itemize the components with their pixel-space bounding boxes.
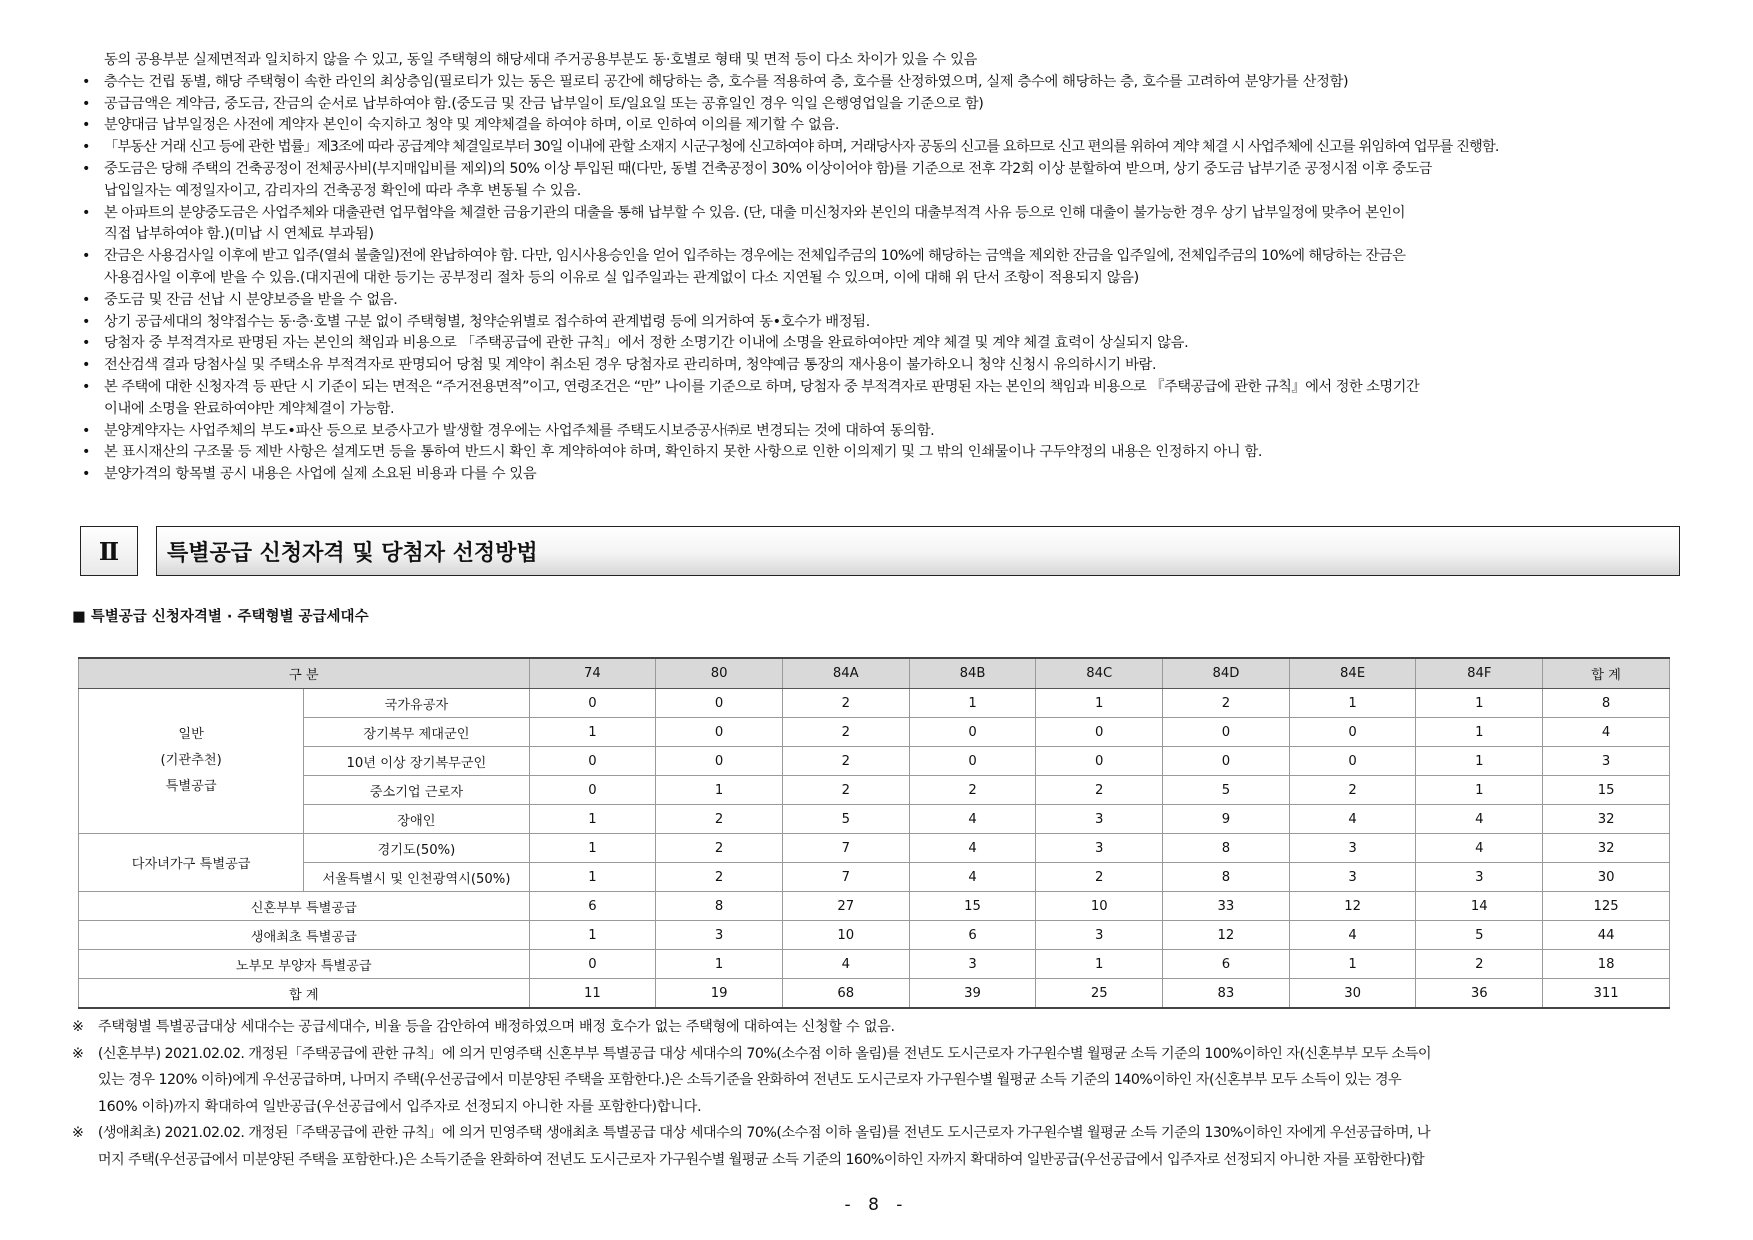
cell: 10	[782, 921, 909, 950]
cell: 33	[1163, 892, 1290, 921]
cell: 1	[1416, 718, 1543, 747]
cell: 12	[1163, 921, 1290, 950]
cell: 3	[1036, 921, 1163, 950]
cell: 4	[782, 950, 909, 979]
row-label: 중소기업 근로자	[304, 776, 529, 805]
bullet-icon: •	[82, 139, 91, 156]
row-label: 장애인	[304, 805, 529, 834]
cell-total: 30	[1543, 863, 1670, 892]
cell-total: 8	[1543, 689, 1670, 718]
cell: 1	[1289, 950, 1416, 979]
cell: 2	[782, 776, 909, 805]
cell: 0	[1163, 747, 1290, 776]
cell: 2	[782, 689, 909, 718]
row-label: 합 계	[79, 979, 530, 1009]
bullet-icon: •	[82, 248, 91, 265]
cell: 4	[909, 834, 1036, 863]
header-type: 84B	[909, 658, 1036, 689]
bullet-continuation: 동의 공용부분 실제면적과 일치하지 않을 수 있고, 동일 주택형의 해당세대 주거공용부분도 동·호별로 형태 및 면적 등이 다소 차이가 있을 수 있음	[104, 52, 978, 68]
bullet-continuation: 납입일자는 예정일자이고, 감리자의 건축공정 확인에 따라 추후 변동될 수 있음.	[104, 182, 581, 199]
cell: 0	[656, 718, 783, 747]
bullet-item: • 본 표시재산의 구조물 등 제반 사항은 설계도면 등을 통하여 반드시 확인 후 계약하여야 하며, 확인하지 못한 사항으로 인한 이의제기 및 그 밖의 인쇄물이나 구두약정의 내용은 인정하지 아니 함.	[82, 442, 1712, 464]
cell: 0	[1289, 718, 1416, 747]
cell: 1	[656, 776, 783, 805]
bullet-item: • 중도금 및 잔금 선납 시 분양보증을 받을 수 없음.	[82, 290, 1712, 312]
cell: 7	[782, 863, 909, 892]
bullet-item: • 본 주택에 대한 신청자격 등 판단 시 기준이 되는 면적은 “주거전용면적”이고, 연령조건은 “만” 나이를 기준으로 하며, 당첨자 중 부적격자로 판명된 자는 본인의 책임과 비용으로 『주택공급에 관한 규칙』에서 정한 소명기간	[82, 377, 1712, 399]
cell: 3	[1036, 834, 1163, 863]
cell: 4	[909, 863, 1036, 892]
cell: 39	[909, 979, 1036, 1009]
bullet-item: • 전산검색 결과 당첨사실 및 주택소유 부적격자로 판명되어 당첨 및 계약이 취소된 경우 당첨자로 관리하며, 청약예금 통장의 재사용이 불가하오니 청약 신청시 유의하시기 바람.	[82, 355, 1712, 377]
cell: 3	[1289, 834, 1416, 863]
cell: 2	[656, 805, 783, 834]
table-row	[79, 776, 1670, 805]
row-label: 노부모 부양자 특별공급	[79, 950, 530, 979]
footnote: ※ (생애최초) 2021.02.02. 개정된「주택공급에 관한 규칙」에 의거 민영주택 생애최초 특별공급 대상 세대수의 70%(소수점 이하 올림)를 전년도 도시근로자 가구원수별 월평균 소득 기준의 130%이하인 자에게 우선공급하며, 나	[72, 1120, 1702, 1147]
bullet-icon: •	[82, 291, 91, 308]
cell: 3	[1289, 863, 1416, 892]
cell-total: 32	[1543, 834, 1670, 863]
row-label: 국가유공자	[304, 689, 529, 718]
cell: 1	[529, 921, 656, 950]
footnote-continuation: 160% 이하)까지 확대하여 일반공급(우선공급에서 입주자로 선정되지 아니한 자를 포함한다)합니다.	[97, 1098, 702, 1115]
cell: 3	[656, 921, 783, 950]
cell: 19	[656, 979, 783, 1009]
header-type: 84C	[1036, 658, 1163, 689]
cell: 1	[1036, 689, 1163, 718]
cell: 2	[782, 747, 909, 776]
cell: 0	[529, 776, 656, 805]
cell: 83	[1163, 979, 1290, 1009]
bullet-icon: •	[82, 313, 91, 330]
header-type: 74	[529, 658, 656, 689]
header-type: 84F	[1416, 658, 1543, 689]
cell: 6	[529, 892, 656, 921]
section-title: 특별공급 신청자격 및 당첨자 선정방법	[156, 526, 1680, 576]
cell: 0	[529, 689, 656, 718]
cell-total: 311	[1543, 979, 1670, 1009]
cell: 2	[1036, 863, 1163, 892]
bullet-item: • 층수는 건립 동별, 해당 주택형이 속한 라인의 최상층임(필로티가 있는 동은 필로티 공간에 해당하는 층, 호수를 적용하여 층, 호수를 산정하였으며, 실제 층수에 해당하는 층, 호수를 고려하여 분양가를 산정함)	[82, 72, 1712, 94]
cell: 7	[782, 834, 909, 863]
header-type: 84A	[782, 658, 909, 689]
row-label: 경기도(50%)	[304, 834, 529, 863]
cell-total: 32	[1543, 805, 1670, 834]
bullet-item: • 본 아파트의 분양중도금은 사업주체와 대출관련 업무협약을 체결한 금융기관의 대출을 통해 납부할 수 있음. (단, 대출 미신청자와 본인의 대출부적격 사유 등으로 인해 대출이 불가능한 경우 상기 납부일정에 맞추어 본인이	[82, 203, 1712, 225]
cell: 4	[1289, 921, 1416, 950]
table-row	[79, 718, 1670, 747]
bullet-icon: •	[82, 95, 91, 112]
cell: 2	[909, 776, 1036, 805]
bullet-item: • 당첨자 중 부적격자로 판명된 자는 본인의 책임과 비용으로 「주택공급에 관한 규칙」에서 정한 소명기간 이내에 소명을 완료하여야만 계약 체결 및 계약 체결 효력이 상실되지 않음.	[82, 333, 1712, 355]
cell-total: 4	[1543, 718, 1670, 747]
cell: 0	[656, 747, 783, 776]
row-label: 신혼부부 특별공급	[79, 892, 530, 921]
cell: 0	[656, 689, 783, 718]
cell: 27	[782, 892, 909, 921]
cell: 1	[656, 950, 783, 979]
cell: 4	[909, 805, 1036, 834]
cell: 6	[909, 921, 1036, 950]
cell: 0	[529, 747, 656, 776]
cell: 5	[1163, 776, 1290, 805]
bullet-icon: •	[82, 73, 91, 90]
bullet-icon: •	[82, 378, 91, 395]
table-total-row	[79, 979, 1670, 1009]
cell-total: 18	[1543, 950, 1670, 979]
section-number: Ⅱ	[80, 526, 138, 576]
cell: 0	[909, 718, 1036, 747]
group-label-general: 일반 (기관추천) 특별공급	[79, 689, 304, 834]
bullet-item: • 상기 공급세대의 청약접수는 동·층·호별 구분 없이 주택형별, 청약순위별로 접수하여 관계법령 등에 의거하여 동•호수가 배정됨.	[82, 312, 1712, 334]
cell: 2	[656, 863, 783, 892]
cell: 2	[1163, 689, 1290, 718]
bullet-icon: •	[82, 422, 91, 439]
cell: 4	[1289, 805, 1416, 834]
cell: 3	[1416, 863, 1543, 892]
table-row	[79, 747, 1670, 776]
special-supply-table	[78, 657, 1670, 1009]
table-row	[79, 863, 1670, 892]
header-category: 구 분	[79, 658, 530, 689]
cell-total: 15	[1543, 776, 1670, 805]
footnotes	[72, 1014, 1712, 1173]
cell-total: 44	[1543, 921, 1670, 950]
cell: 36	[1416, 979, 1543, 1009]
bullet-continuation: 이내에 소명을 완료하여야만 계약체결이 가능함.	[104, 400, 395, 417]
cell: 8	[1163, 863, 1290, 892]
cell: 1	[1289, 689, 1416, 718]
cell: 1	[909, 689, 1036, 718]
cell: 1	[1036, 950, 1163, 979]
cell: 1	[529, 805, 656, 834]
bullet-item: • 중도금은 당해 주택의 건축공정이 전체공사비(부지매입비를 제외)의 50% 이상 투입된 때(다만, 동별 건축공정이 30% 이상이어야 함)를 기준으로 전후 각2회 이상 분할하여 받으며, 상기 중도금 납부기준 공정시점 이후 중도금	[82, 159, 1712, 181]
cell: 0	[1036, 718, 1163, 747]
cell: 68	[782, 979, 909, 1009]
table-row	[79, 689, 1670, 718]
table-header-row	[79, 658, 1670, 689]
cell: 2	[656, 834, 783, 863]
bullet-continuation: 사용검사일 이후에 받을 수 있음.(대지권에 대한 등기는 공부정리 절차 등의 이유로 실 입주일과는 관계없이 다소 지연될 수 있으며, 이에 대해 위 단서 조항이 적용되지 않음)	[104, 269, 1139, 286]
cell: 0	[1289, 747, 1416, 776]
cell: 1	[1416, 689, 1543, 718]
cell-total: 125	[1543, 892, 1670, 921]
header-type: 80	[656, 658, 783, 689]
note-mark: ※	[72, 1045, 84, 1062]
header-total: 합 계	[1543, 658, 1670, 689]
cell: 1	[1416, 776, 1543, 805]
footnote: ※ (신혼부부) 2021.02.02. 개정된「주택공급에 관한 규칙」에 의거 민영주택 신혼부부 특별공급 대상 세대수의 70%(소수점 이하 올림)를 전년도 도시근로자 가구원수별 월평균 소득 기준의 100%이하인 자(신혼부부 모두 소득이	[72, 1041, 1702, 1068]
bullet-icon: •	[82, 357, 91, 374]
header-type: 84E	[1289, 658, 1416, 689]
cell: 2	[782, 718, 909, 747]
row-label: 생애최초 특별공급	[79, 921, 530, 950]
cell: 4	[1416, 834, 1543, 863]
cell: 5	[1416, 921, 1543, 950]
note-mark: ※	[72, 1125, 84, 1141]
cell: 1	[529, 834, 656, 863]
footnote-continuation: 머지 주택(우선공급에서 미분양된 주택을 포함한다.)은 소득기준을 완화하여 전년도 도시근로자 가구원수별 월평균 소득 기준의 160%이하인 자까지 확대하여 일반공급(우선공급에서 입주자로 선정되지 아니한 자를 포함한다)합	[97, 1151, 1424, 1168]
cell: 8	[1163, 834, 1290, 863]
table-row	[79, 892, 1670, 921]
bullet-continuation: 직접 납부하여야 함.)(미납 시 연체료 부과됨)	[104, 226, 374, 243]
cell: 2	[1416, 950, 1543, 979]
bullet-item: • 잔금은 사용검사일 이후에 받고 입주(열쇠 불출일)전에 완납하여야 함. 다만, 임시사용승인을 얻어 입주하는 경우에는 전체입주금의 10%에 해당하는 금액을 제외한 잔금을 입주일에, 전체입주금의 10%에 해당하는 잔금은	[82, 246, 1712, 268]
cell: 25	[1036, 979, 1163, 1009]
cell: 4	[1416, 805, 1543, 834]
cell-total: 3	[1543, 747, 1670, 776]
cell: 0	[1163, 718, 1290, 747]
cell: 8	[656, 892, 783, 921]
table-row	[79, 950, 1670, 979]
cell: 10	[1036, 892, 1163, 921]
cell: 30	[1289, 979, 1416, 1009]
cell: 1	[529, 718, 656, 747]
table-subheading: ■ 특별공급 신청자격별 · 주택형별 공급세대수	[72, 609, 369, 625]
row-label: 10년 이상 장기복무군인	[304, 747, 529, 776]
cell: 12	[1289, 892, 1416, 921]
footnote: ※ 주택형별 특별공급대상 세대수는 공급세대수, 비율 등을 감안하여 배정하였으며 배정 호수가 없는 주택형에 대하여는 신청할 수 없음.	[72, 1014, 1702, 1041]
row-label: 장기복무 제대군인	[304, 718, 529, 747]
bullet-icon: •	[82, 204, 91, 221]
table-row	[79, 834, 1670, 863]
note-mark: ※	[72, 1019, 84, 1035]
bullet-item: • 공급금액은 계약금, 중도금, 잔금의 순서로 납부하여야 함.(중도금 및 잔금 납부일이 토/일요일 또는 공휴일인 경우 익일 은행영업일을 기준으로 함)	[82, 94, 1712, 116]
bullet-item: • 분양가격의 항목별 공시 내용은 사업에 실제 소요된 비용과 다를 수 있음	[82, 464, 1712, 486]
cell: 14	[1416, 892, 1543, 921]
cell: 9	[1163, 805, 1290, 834]
cell: 0	[1036, 747, 1163, 776]
bullet-icon: •	[82, 466, 91, 483]
cell: 1	[1416, 747, 1543, 776]
cell: 1	[529, 863, 656, 892]
bullet-item: • 분양대금 납부일정은 사전에 계약자 본인이 숙지하고 청약 및 계약체결을 하여야 하며, 이로 인하여 이의를 제기할 수 없음.	[82, 115, 1712, 137]
header-type: 84D	[1163, 658, 1290, 689]
cell: 6	[1163, 950, 1290, 979]
page-number: - 8 -	[844, 1195, 909, 1215]
footnote-continuation: 있는 경우 120% 이하)에게 우선공급하며, 나머지 주택(우선공급에서 미분양된 주택을 포함한다.)은 소득기준을 완화하여 전년도 도시근로자 가구원수별 월평균 소득 기준의 140%이하인 자(신혼부부 모두 소득이 있는 경우	[97, 1072, 1402, 1088]
row-label: 서울특별시 및 인천광역시(50%)	[304, 863, 529, 892]
cell: 15	[909, 892, 1036, 921]
cell: 3	[909, 950, 1036, 979]
cell: 0	[909, 747, 1036, 776]
bullet-item: • 분양계약자는 사업주체의 부도•파산 등으로 보증사고가 발생할 경우에는 사업주체를 주택도시보증공사㈜로 변경되는 것에 대하여 동의함.	[82, 421, 1712, 443]
bullet-icon: •	[82, 160, 91, 177]
group-label-multichild: 다자녀가구 특별공급	[79, 834, 304, 892]
cell: 3	[1036, 805, 1163, 834]
cell: 0	[529, 950, 656, 979]
notice-bullet-list	[82, 50, 1712, 486]
bullet-icon: •	[82, 444, 91, 461]
bullet-icon: •	[82, 117, 91, 134]
bullet-icon: •	[82, 335, 91, 352]
cell: 2	[1289, 776, 1416, 805]
cell: 2	[1036, 776, 1163, 805]
cell: 11	[529, 979, 656, 1009]
table-row	[79, 921, 1670, 950]
cell: 5	[782, 805, 909, 834]
bullet-item: • 「부동산 거래 신고 등에 관한 법률」제3조에 따라 공급계약 체결일로부터 30일 이내에 관할 소재지 시군구청에 신고하여야 하며, 거래당사자 공동의 신고를 요하므로 신고 편의를 위하여 계약 체결 시 사업주체에 신고를 위임하여 업무를 진행함.	[82, 137, 1712, 159]
table-row	[79, 805, 1670, 834]
